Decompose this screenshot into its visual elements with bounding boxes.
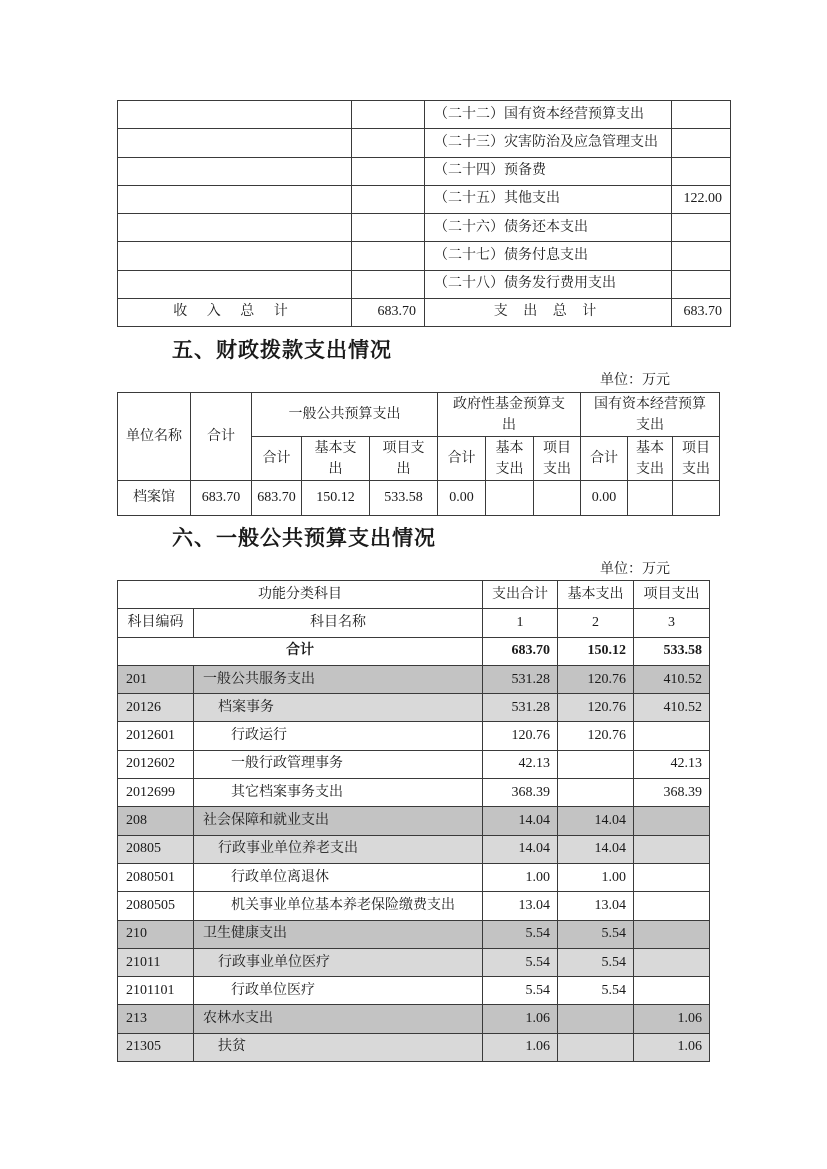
expense-amount-cell: [672, 242, 731, 270]
income-amount-cell: [352, 185, 425, 213]
header-row: [118, 393, 720, 437]
income-amount-cell: [352, 270, 425, 298]
table-row: [118, 185, 731, 213]
row-basic: 14.04: [558, 835, 634, 863]
code-header: 科目编码: [118, 609, 194, 637]
unit-name-header: 单位名称: [118, 393, 191, 481]
expense-item-cell: （二十五）其他支出: [425, 185, 672, 213]
row-total: 5.54: [483, 948, 558, 976]
row-project: [634, 948, 710, 976]
expense-item-cell: （二十八）债务发行费用支出: [425, 270, 672, 298]
expense-item-cell: （二十三）灾害防治及应急管理支出: [425, 129, 672, 157]
income-item-cell: [118, 129, 352, 157]
table-row: [118, 242, 731, 270]
row-project: 1.06: [634, 1005, 710, 1033]
expense-amount-cell: [672, 101, 731, 129]
row-project: [634, 920, 710, 948]
project-amount: 533.58: [634, 637, 710, 665]
row-basic: 14.04: [558, 807, 634, 835]
row-basic: [558, 750, 634, 778]
row-code: 20126: [118, 694, 194, 722]
row-name: 社会保障和就业支出: [194, 807, 483, 835]
row-project: 410.52: [634, 694, 710, 722]
table-row: [118, 481, 720, 516]
fund-basic-cell: [486, 481, 534, 516]
capital-total-cell: 0.00: [581, 481, 628, 516]
row-total: 13.04: [483, 892, 558, 920]
income-amount-cell: [352, 242, 425, 270]
row-code: 2080505: [118, 892, 194, 920]
fund-basic-header: 基本支出: [495, 440, 524, 477]
total-cell: 683.70: [191, 481, 252, 516]
table-row: [118, 750, 710, 778]
section-6-unit-label: 单位：万元: [600, 562, 670, 577]
row-name: 行政单位离退休: [194, 863, 483, 891]
row-basic: 13.04: [558, 892, 634, 920]
row-basic: 5.54: [558, 948, 634, 976]
row-basic: 5.54: [558, 920, 634, 948]
row-project: [634, 807, 710, 835]
income-total-label: 收 入 总 计: [173, 304, 296, 320]
general-basic-cell: 150.12: [302, 481, 370, 516]
general-basic-header: 基本支出: [314, 440, 357, 477]
expense-amount-cell: 122.00: [672, 185, 731, 213]
row-total: 1.06: [483, 1033, 558, 1061]
row-code: 210: [118, 920, 194, 948]
fiscal-appropriation-expense-table: [117, 392, 720, 516]
total-header: 合计: [191, 393, 252, 481]
table-row: [118, 863, 710, 891]
income-amount-cell: [352, 214, 425, 242]
row-total: 42.13: [483, 750, 558, 778]
row-project: [634, 863, 710, 891]
row-basic: [558, 779, 634, 807]
income-total-amount: 683.70: [352, 298, 425, 326]
state-capital-budget-header: 国有资本经营预算支出: [594, 396, 707, 433]
table-row: [118, 779, 710, 807]
row-code: 20805: [118, 835, 194, 863]
row-code: 213: [118, 1005, 194, 1033]
expense-total-label: 支 出 总 计: [493, 304, 603, 320]
row-basic: [558, 1033, 634, 1061]
table-row: [118, 1005, 710, 1033]
row-total: 5.54: [483, 920, 558, 948]
total-row: [118, 637, 710, 665]
table-row: [118, 977, 710, 1005]
expense-item-cell: （二十四）预备费: [425, 157, 672, 185]
row-name: 一般公共服务支出: [194, 665, 483, 693]
row-name: 农林水支出: [194, 1005, 483, 1033]
expense-item-cell: （二十七）债务付息支出: [425, 242, 672, 270]
table-row: [118, 665, 710, 693]
basic-header: 基本支出: [558, 581, 634, 609]
general-budget-expense-table: [117, 580, 710, 1062]
gov-fund-budget-header-cell: [438, 393, 581, 437]
capital-project-header-cell: [673, 437, 720, 481]
capital-basic-cell: [628, 481, 673, 516]
table-row: [118, 270, 731, 298]
row-total: 14.04: [483, 835, 558, 863]
section-5-title: 五、财政拨款支出情况: [172, 338, 392, 362]
subheader-row: [118, 609, 710, 637]
fund-project-cell: [534, 481, 581, 516]
general-project-header: 项目支出: [382, 440, 425, 477]
row-project: 368.39: [634, 779, 710, 807]
row-project: [634, 892, 710, 920]
general-project-header-cell: [370, 437, 438, 481]
fund-total-header: 合计: [438, 437, 486, 481]
project-header: 项目支出: [634, 581, 710, 609]
expense-amount-cell: [672, 214, 731, 242]
row-total: 531.28: [483, 694, 558, 722]
row-total: 1.00: [483, 863, 558, 891]
general-total-cell: 683.70: [252, 481, 302, 516]
income-item-cell: [118, 242, 352, 270]
row-code: 2012601: [118, 722, 194, 750]
section-6-title: 六、一般公共预算支出情况: [172, 526, 436, 550]
row-total: 5.54: [483, 977, 558, 1005]
row-name: 扶贫: [194, 1033, 483, 1061]
row-code: 2012699: [118, 779, 194, 807]
row-code: 2101101: [118, 977, 194, 1005]
expense-item-cell: （二十二）国有资本经营预算支出: [425, 101, 672, 129]
general-total-header: 合计: [252, 437, 302, 481]
income-expense-summary-table: [117, 100, 731, 327]
table-row: [118, 1033, 710, 1061]
row-basic: 5.54: [558, 977, 634, 1005]
income-item-cell: [118, 270, 352, 298]
row-name: 行政事业单位养老支出: [194, 835, 483, 863]
row-project: [634, 722, 710, 750]
general-project-cell: 533.58: [370, 481, 438, 516]
row-name: 行政事业单位医疗: [194, 948, 483, 976]
table-row: [118, 129, 731, 157]
row-project: 1.06: [634, 1033, 710, 1061]
row-basic: 120.76: [558, 694, 634, 722]
row-basic: 120.76: [558, 722, 634, 750]
gov-fund-budget-header: 政府性基金预算支出: [453, 396, 566, 433]
table-row: [118, 948, 710, 976]
row-name: 卫生健康支出: [194, 920, 483, 948]
table-row: [118, 892, 710, 920]
general-basic-header-cell: [302, 437, 370, 481]
capital-basic-header-cell: [628, 437, 673, 481]
income-item-cell: [118, 185, 352, 213]
income-total-label-cell: [118, 298, 352, 326]
capital-total-header: 合计: [581, 437, 628, 481]
row-code: 208: [118, 807, 194, 835]
row-total: 1.06: [483, 1005, 558, 1033]
row-name: 行政运行: [194, 722, 483, 750]
expense-amount-cell: [672, 129, 731, 157]
fund-project-header-cell: [534, 437, 581, 481]
row-project: [634, 835, 710, 863]
table-row: [118, 835, 710, 863]
row-name: 机关事业单位基本养老保险缴费支出: [194, 892, 483, 920]
state-capital-budget-header-cell: [581, 393, 720, 437]
expense-total-label-cell: [425, 298, 672, 326]
row-total: 368.39: [483, 779, 558, 807]
section-5-unit-label: 单位：万元: [600, 373, 670, 388]
total-header: 支出合计: [483, 581, 558, 609]
row-name: 行政单位医疗: [194, 977, 483, 1005]
income-amount-cell: [352, 157, 425, 185]
row-code: 21011: [118, 948, 194, 976]
header-row: [118, 581, 710, 609]
income-item-cell: [118, 101, 352, 129]
income-amount-cell: [352, 129, 425, 157]
row-code: 2080501: [118, 863, 194, 891]
row-project: [634, 977, 710, 1005]
fund-total-cell: 0.00: [438, 481, 486, 516]
table-row: [118, 807, 710, 835]
column-number-3: 3: [634, 609, 710, 637]
row-name: 其它档案事务支出: [194, 779, 483, 807]
capital-project-header: 项目支出: [682, 440, 711, 477]
column-number-2: 2: [558, 609, 634, 637]
table-row: [118, 157, 731, 185]
table-row: [118, 694, 710, 722]
fund-basic-header-cell: [486, 437, 534, 481]
row-project: 42.13: [634, 750, 710, 778]
row-basic: 1.00: [558, 863, 634, 891]
row-total: 120.76: [483, 722, 558, 750]
column-number-1: 1: [483, 609, 558, 637]
row-code: 201: [118, 665, 194, 693]
unit-name-cell: 档案馆: [118, 481, 191, 516]
expense-amount-cell: [672, 157, 731, 185]
row-total: 531.28: [483, 665, 558, 693]
row-project: 410.52: [634, 665, 710, 693]
row-total: 14.04: [483, 807, 558, 835]
income-item-cell: [118, 157, 352, 185]
table-row: [118, 101, 731, 129]
table-row: [118, 920, 710, 948]
expense-amount-cell: [672, 270, 731, 298]
row-name: 档案事务: [194, 694, 483, 722]
table-row: [118, 722, 710, 750]
income-amount-cell: [352, 101, 425, 129]
capital-basic-header: 基本支出: [636, 440, 665, 477]
basic-amount: 150.12: [558, 637, 634, 665]
fund-project-header: 项目支出: [543, 440, 572, 477]
total-amount: 683.70: [483, 637, 558, 665]
classification-header: 功能分类科目: [118, 581, 483, 609]
table-row: [118, 214, 731, 242]
total-row: [118, 298, 731, 326]
row-code: 21305: [118, 1033, 194, 1061]
row-basic: [558, 1005, 634, 1033]
capital-project-cell: [673, 481, 720, 516]
row-code: 2012602: [118, 750, 194, 778]
expense-item-cell: （二十六）债务还本支出: [425, 214, 672, 242]
row-basic: 120.76: [558, 665, 634, 693]
expense-total-amount: 683.70: [672, 298, 731, 326]
total-label: 合计: [118, 637, 483, 665]
name-header: 科目名称: [194, 609, 483, 637]
income-item-cell: [118, 214, 352, 242]
row-name: 一般行政管理事务: [194, 750, 483, 778]
general-budget-header: 一般公共预算支出: [252, 393, 438, 437]
